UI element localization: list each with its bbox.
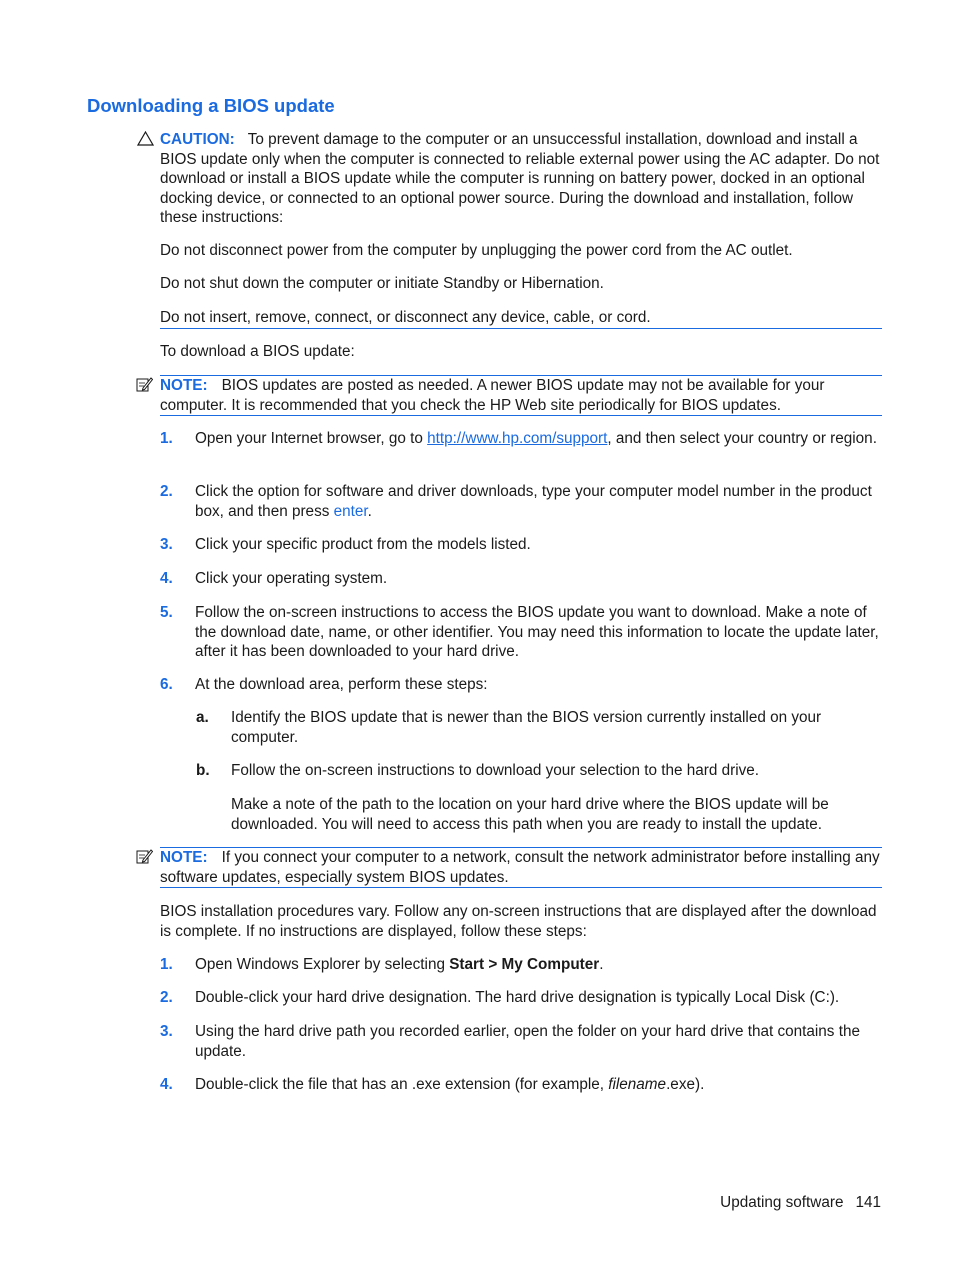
- note-pencil-icon: [136, 376, 153, 393]
- note-text: If you connect your computer to a network, consult the network administrator before installing any software updates, especially system BIOS updates.: [160, 849, 880, 886]
- note-label: NOTE:: [160, 849, 208, 866]
- note-rule-bottom: [160, 887, 882, 888]
- note-text: BIOS updates are posted as needed. A newer BIOS update may not be available for your computer. It is recommended that you check the HP Web site periodically for BIOS updates.: [160, 377, 825, 414]
- note-paragraph: [160, 376, 882, 415]
- caution-label: CAUTION:: [160, 131, 235, 148]
- enter-key: enter: [333, 502, 368, 520]
- caution-point: Do not disconnect power from the computer by unplugging the power cord from the AC outlet.: [160, 242, 793, 259]
- caution-triangle-icon: [137, 131, 154, 146]
- hp-support-link[interactable]: http://www.hp.com/support: [427, 430, 608, 447]
- install-intro-text: BIOS installation procedures vary. Follow any on-screen instructions that are displayed after the download is complete. If no instructions are displayed, follow these steps:: [160, 903, 877, 940]
- footer-section: Updating software: [720, 1194, 844, 1211]
- note-pencil-icon: [136, 848, 153, 865]
- intro-text: To download a BIOS update:: [160, 343, 355, 360]
- menu-path: Start > My Computer: [449, 956, 600, 973]
- page-footer: [720, 1193, 881, 1213]
- section-heading: Downloading a BIOS update: [87, 95, 335, 116]
- filename-placeholder: filename: [608, 1076, 667, 1093]
- sub-note-text: Make a note of the path to the location on your hard drive where the BIOS update will be downloaded. You will need to access this path when you are ready to install the update.: [231, 796, 829, 833]
- caution-paragraph: [160, 130, 882, 228]
- note-paragraph: [160, 848, 882, 887]
- page-number: 141: [855, 1194, 881, 1211]
- caution-point: Do not insert, remove, connect, or disconnect any device, cable, or cord.: [160, 309, 651, 326]
- caution-rule: [160, 328, 882, 329]
- caution-text: To prevent damage to the computer or an unsuccessful installation, download and install a BIOS update only when the computer is connected to reliable external power using the AC adapter. Do not download or install a BIOS update while the computer is running on battery power, docked in an optional docking device, or connected to an optional power source. During the download and installation, follow these instructions:: [160, 131, 880, 226]
- note-label: NOTE:: [160, 377, 208, 394]
- note-rule-bottom: [160, 415, 882, 416]
- caution-point: Do not shut down the computer or initiate Standby or Hibernation.: [160, 275, 604, 292]
